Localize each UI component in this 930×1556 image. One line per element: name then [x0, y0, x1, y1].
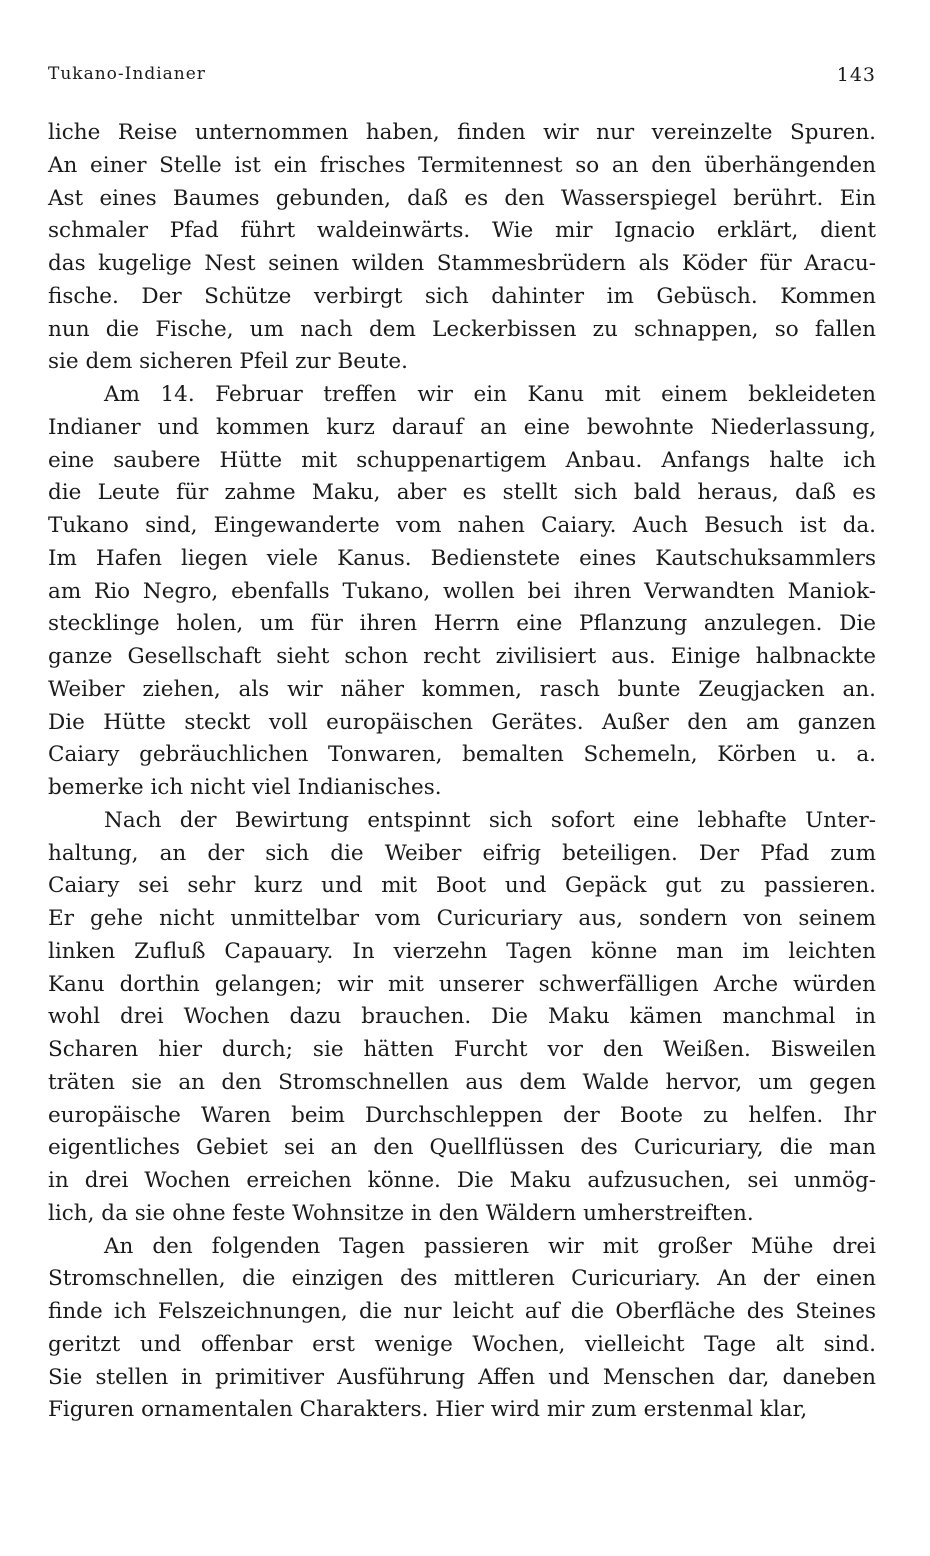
text-line: Sie stellen in primitiver Ausführung Affen und Menschen dar, daneben: [48, 1364, 876, 1390]
text-line: das kugelige Nest seinen wilden Stammesbrüdern als Köder für Aracu-: [48, 251, 876, 276]
text-line: träten sie an den Stromschnellen aus dem Walde hervor, um gegen: [48, 1069, 876, 1095]
text-line: in drei Wochen erreichen könne. Die Maku aufzusuchen, sei unmög-: [48, 1168, 876, 1193]
text-line: Die Hütte steckt voll europäischen Gerätes. Außer den am ganzen: [48, 709, 876, 735]
text-line: Caiary sei sehr kurz und mit Boot und Gepäck gut zu passieren.: [48, 873, 876, 899]
paragraph: [48, 117, 876, 379]
text-line: Ast eines Baumes gebunden, daß es den Wasserspiegel berührt. Ein: [48, 185, 876, 211]
text-line: An den folgenden Tagen passieren wir mit großer Mühe drei: [104, 1233, 876, 1259]
text-line: Indianer und kommen kurz darauf an eine bewohnte Niederlassung,: [48, 414, 876, 440]
text-line: Scharen hier durch; sie hätten Furcht vor den Weißen. Bisweilen: [48, 1037, 876, 1062]
text-line: Nach der Bewirtung entspinnt sich sofort eine lebhafte Unter-: [104, 807, 876, 833]
text-line: ganze Gesellschaft sieht schon recht zivilisiert aus. Einige halbnackte: [48, 644, 876, 669]
text-line: geritzt und offenbar erst wenige Wochen, vielleicht Tage alt sind.: [48, 1331, 876, 1357]
text-line: bemerke ich nicht viel Indianisches.: [48, 775, 442, 800]
text-line: Weiber ziehen, als wir näher kommen, rasch bunte Zeugjacken an.: [48, 676, 876, 702]
text-line: nun die Fische, um nach dem Leckerbissen zu schnappen, so fallen: [48, 316, 876, 342]
text-line: Stromschnellen, die einzigen des mittleren Curicuriary. An der einen: [48, 1266, 876, 1292]
text-line: linken Zufluß Capauary. In vierzehn Tagen könne man im leichten: [48, 938, 876, 964]
text-line: finde ich Felszeichnungen, die nur leicht auf die Oberfläche des Steines: [48, 1299, 876, 1324]
text-line: Im Hafen liegen viele Kanus. Bedienstete eines Kautschuksammlers: [48, 545, 876, 571]
text-line: Kanu dorthin gelangen; wir mit unserer schwerfälligen Arche würden: [48, 971, 876, 997]
body-text: [48, 117, 876, 1427]
text-line: Tukano sind, Eingewanderte vom nahen Caiary. Auch Besuch ist da.: [48, 513, 876, 538]
text-line: stecklinge holen, um für ihren Herrn eine Pflanzung anzulegen. Die: [48, 611, 876, 637]
running-head: [48, 62, 876, 92]
paragraph: [48, 379, 876, 805]
text-line: Figuren ornamentalen Charakters. Hier wird mir zum erstenmal klar,: [48, 1397, 808, 1423]
text-line: europäische Waren beim Durchschleppen der Boote zu helfen. Ihr: [48, 1102, 876, 1128]
text-line: haltung, an der sich die Weiber eifrig beteiligen. Der Pfad zum: [48, 840, 876, 866]
text-line: lich, da sie ohne feste Wohnsitze in den Wäldern umherstreiften.: [48, 1200, 754, 1226]
text-line: eigentliches Gebiet sei an den Quellflüssen des Curicuriary, die man: [48, 1135, 876, 1161]
text-line: liche Reise unternommen haben, finden wir nur vereinzelte Spuren.: [48, 120, 876, 145]
text-line: die Leute für zahme Maku, aber es stellt sich bald heraus, daß es: [48, 480, 876, 506]
text-line: Er gehe nicht unmittelbar vom Curicuriary aus, sondern von seinem: [48, 906, 876, 931]
text-line: wohl drei Wochen dazu brauchen. Die Maku kämen manchmal in: [48, 1004, 876, 1030]
paragraph: [48, 1231, 876, 1428]
text-line: schmaler Pfad führt waldeinwärts. Wie mir Ignacio erklärt, dient: [48, 218, 876, 244]
text-line: Caiary gebräuchlichen Tonwaren, bemalten Schemeln, Körben u. a.: [48, 742, 876, 768]
page-number: 143: [836, 64, 876, 86]
text-line: Am 14. Februar treffen wir ein Kanu mit einem bekleideten: [104, 382, 876, 407]
paragraph: [48, 805, 876, 1231]
text-line: eine saubere Hütte mit schuppenartigem Anbau. Anfangs halte ich: [48, 447, 876, 473]
text-line: fische. Der Schütze verbirgt sich dahinter im Gebüsch. Kommen: [48, 283, 876, 309]
running-title: Tukano-Indianer: [48, 64, 206, 84]
text-line: sie dem sicheren Pfeil zur Beute.: [48, 349, 408, 375]
text-line: am Rio Negro, ebenfalls Tukano, wollen bei ihren Verwandten Maniok-: [48, 578, 876, 604]
text-line: An einer Stelle ist ein frisches Termitennest so an den überhängenden: [48, 152, 876, 178]
